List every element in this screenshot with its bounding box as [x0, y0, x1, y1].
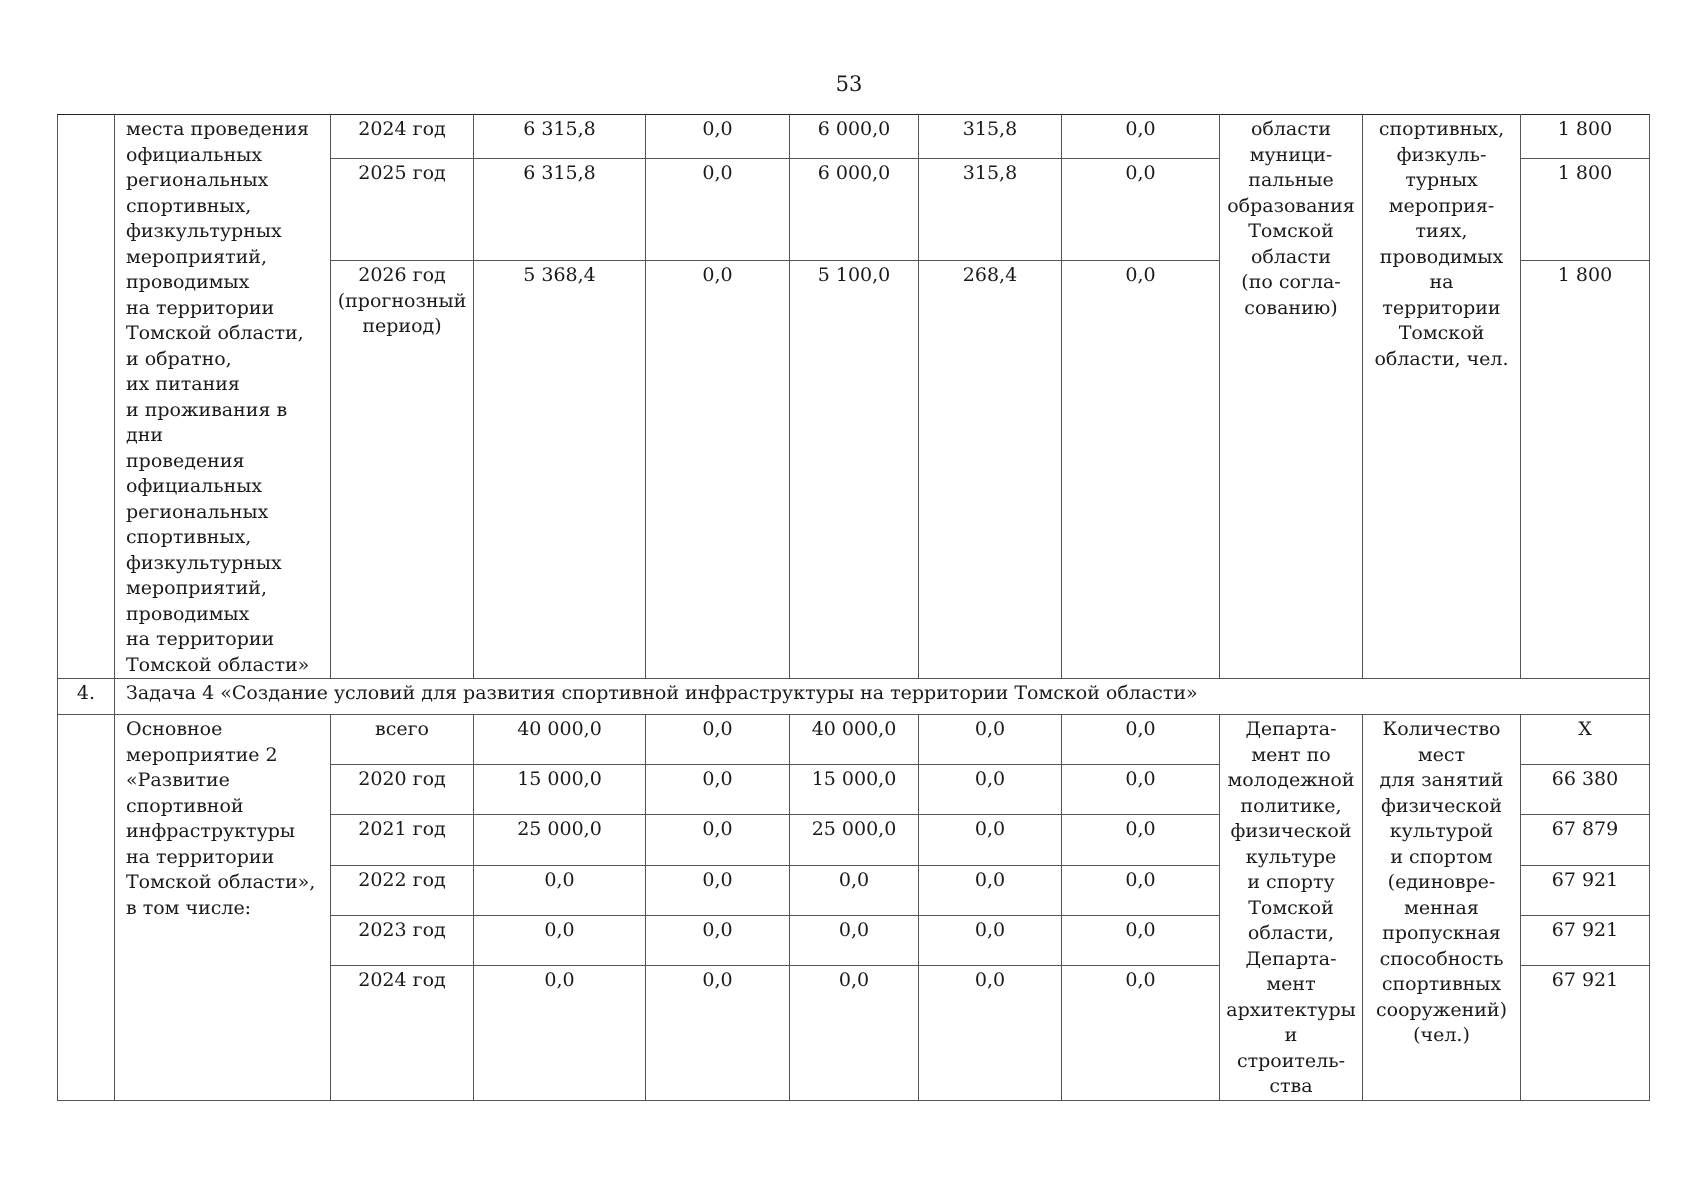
task-number: 4.: [58, 679, 115, 715]
local-cell: 0,0: [919, 815, 1062, 865]
regional-cell: 15 000,0: [790, 765, 919, 815]
regional-cell: 6 000,0: [790, 158, 919, 260]
period-cell: 2021 год: [331, 815, 474, 865]
local-cell: 0,0: [919, 965, 1062, 1100]
indicator-cell: Количество мест для занятий физической культурой и спортом (единовре- менная пропускная способность спортивных сооружений) (чел.): [1363, 715, 1521, 1101]
executor-cell: области муници- пальные образования Томской области (по согла- сованию): [1220, 115, 1363, 679]
regional-cell: 6 000,0: [790, 115, 919, 159]
program-table: [57, 114, 1650, 1101]
period-cell: всего: [331, 715, 474, 765]
total-cell: 6 315,8: [474, 115, 646, 159]
total-cell: 15 000,0: [474, 765, 646, 815]
local-cell: 268,4: [919, 261, 1062, 679]
indicator-value-cell: 67 879: [1521, 815, 1650, 865]
local-cell: 0,0: [919, 765, 1062, 815]
regional-cell: 5 100,0: [790, 261, 919, 679]
federal-cell: 0,0: [646, 965, 790, 1100]
local-cell: 315,8: [919, 158, 1062, 260]
period-cell: 2022 год: [331, 865, 474, 915]
indicator-value-cell: 1 800: [1521, 261, 1650, 679]
extra-cell: 0,0: [1062, 115, 1220, 159]
federal-cell: 0,0: [646, 158, 790, 260]
row-number: [58, 115, 115, 679]
extra-cell: 0,0: [1062, 261, 1220, 679]
regional-cell: 0,0: [790, 865, 919, 915]
task-title: Задача 4 «Создание условий для развития спортивной инфраструктуры на территории Томской области»: [115, 679, 1650, 715]
federal-cell: 0,0: [646, 915, 790, 965]
table-row: [58, 715, 1650, 765]
local-cell: 0,0: [919, 865, 1062, 915]
total-cell: 0,0: [474, 865, 646, 915]
regional-cell: 0,0: [790, 915, 919, 965]
indicator-cell: спортивных, физкуль- турных мероприя- тиях, проводимых на территории Томской области, чел.: [1363, 115, 1521, 679]
task-row: [58, 679, 1650, 715]
federal-cell: 0,0: [646, 261, 790, 679]
total-cell: 5 368,4: [474, 261, 646, 679]
regional-cell: 40 000,0: [790, 715, 919, 765]
period-cell: 2025 год: [331, 158, 474, 260]
activity-name: Основное мероприятие 2 «Развитие спортивной инфраструктуры на территории Томской области», в том числе:: [115, 715, 331, 1101]
federal-cell: 0,0: [646, 815, 790, 865]
regional-cell: 0,0: [790, 965, 919, 1100]
period-cell: 2024 год: [331, 115, 474, 159]
activity-name: места проведения официальных региональных спортивных, физкультурных мероприятий, проводимых на территории Томской области, и обратно, их питания и проживания в дни проведения официальных региональных спортивных, физкультурных мероприятий, проводимых на территории Томской области»: [115, 115, 331, 679]
extra-cell: 0,0: [1062, 865, 1220, 915]
indicator-value-cell: 1 800: [1521, 158, 1650, 260]
federal-cell: 0,0: [646, 715, 790, 765]
indicator-value-cell: 67 921: [1521, 965, 1650, 1100]
indicator-value-cell: 67 921: [1521, 865, 1650, 915]
extra-cell: 0,0: [1062, 715, 1220, 765]
local-cell: 0,0: [919, 915, 1062, 965]
indicator-value-cell: 67 921: [1521, 915, 1650, 965]
extra-cell: 0,0: [1062, 158, 1220, 260]
extra-cell: 0,0: [1062, 965, 1220, 1100]
period-cell: 2020 год: [331, 765, 474, 815]
total-cell: 0,0: [474, 965, 646, 1100]
total-cell: 40 000,0: [474, 715, 646, 765]
local-cell: 315,8: [919, 115, 1062, 159]
period-cell: 2026 год (прогнозный период): [331, 261, 474, 679]
table-row: [58, 115, 1650, 159]
federal-cell: 0,0: [646, 865, 790, 915]
extra-cell: 0,0: [1062, 915, 1220, 965]
federal-cell: 0,0: [646, 765, 790, 815]
regional-cell: 25 000,0: [790, 815, 919, 865]
extra-cell: 0,0: [1062, 815, 1220, 865]
total-cell: 6 315,8: [474, 158, 646, 260]
indicator-value-cell: 66 380: [1521, 765, 1650, 815]
row-number: [58, 715, 115, 1101]
federal-cell: 0,0: [646, 115, 790, 159]
indicator-value-cell: 1 800: [1521, 115, 1650, 159]
total-cell: 25 000,0: [474, 815, 646, 865]
indicator-value-cell: Х: [1521, 715, 1650, 765]
period-cell: 2023 год: [331, 915, 474, 965]
period-cell: 2024 год: [331, 965, 474, 1100]
extra-cell: 0,0: [1062, 765, 1220, 815]
page-number: 53: [835, 72, 863, 96]
total-cell: 0,0: [474, 915, 646, 965]
executor-cell: Департа- мент по молодежной политике, физической культуре и спорту Томской области, Департа- мент архитектуры и строитель- ства: [1220, 715, 1363, 1101]
local-cell: 0,0: [919, 715, 1062, 765]
